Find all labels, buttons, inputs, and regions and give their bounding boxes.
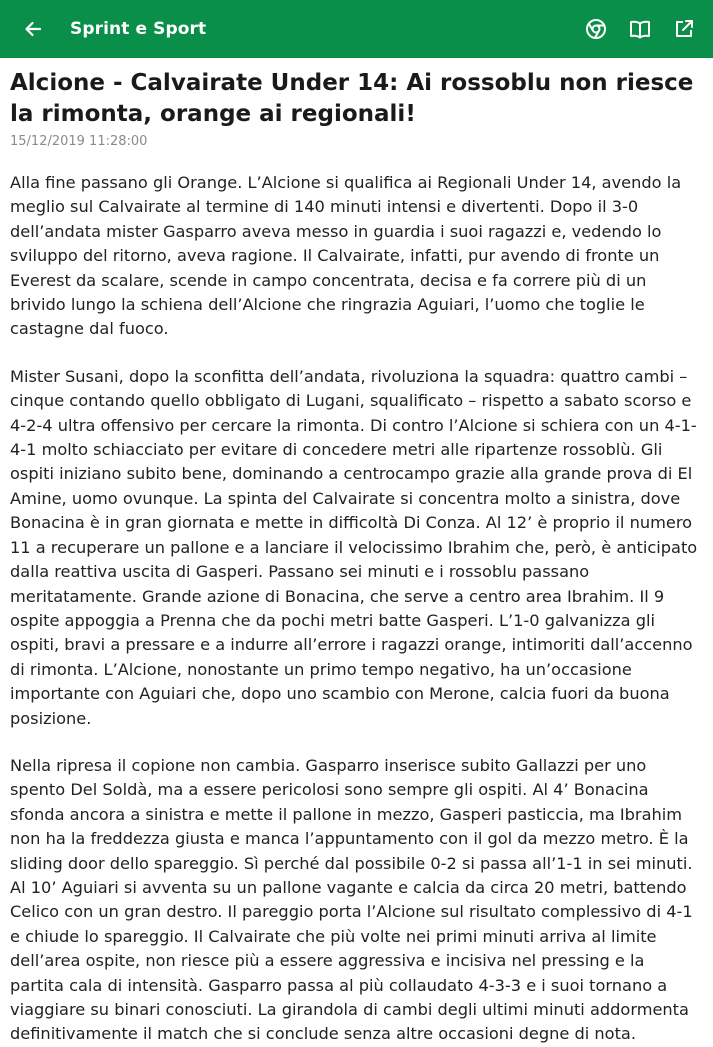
chrome-icon[interactable]	[581, 14, 611, 44]
back-arrow-icon[interactable]	[18, 14, 48, 44]
article-content[interactable]	[0, 58, 713, 1044]
app-bar-actions	[581, 14, 699, 44]
article-paragraph: Nella ripresa il copione non cambia. Gasparro inserisce subito Gallazzi per uno spento Del Soldà, ma a essere pericolosi sono sempre gli ospiti. Al 4’ Bonacina sfonda ancora a sinistra e mette il pallone in mezzo, Gasperi pasticcia, ma Ibrahim non ha la freddezza giusta e manca l’appuntamento con il gol da mezzo metro. È la sliding door dello spareggio. Sì perché dal possibile 0-2 si passa all’1-1 in sei minuti. Al 10’ Aguiari si avventa su un pallone vagante e calcia da circa 20 metri, battendo Celico con un gran destro. Il pareggio porta l’Alcione sul risultato complessivo di 4-1 e chiude lo spareggio. Il Calvairate che più volte nei primi minuti arriva al limite dell’area ospite, non riesce più a essere aggressiva e incisiva nel pressing e la partita cala di intensità. Gasparro passa al più collaudato 4-3-3 e i suoi tornano a viaggiare su binari conosciuti. La girandola di cambi degli ultimi minuti addormenta definitivamente il match che si conclude senza altre occasioni degne di nota.	[10, 755, 693, 1044]
app-bar-title: Sprint e Sport	[70, 19, 207, 39]
article-body	[10, 171, 701, 1047]
article-paragraph: Alla fine passano gli Orange. L’Alcione si qualifica ai Regionali Under 14, avendo la meglio sul Calvairate al termine di 140 minuti intensi e divertenti. Dopo il 3-0 dell’andata mister Gasparro aveva messo in guardia i suoi ragazzi e, vedendo lo sviluppo del ritorno, aveva ragione. Il Calvairate, infatti, pur avendo di fronte un Everest da scalare, scende in campo concentrata, decisa e fa correre più di un brivido lungo la schiena dell’Alcione che ringrazia Aguiari, l’uomo che toglie le castagne dal fuoco.	[10, 173, 682, 339]
app-bar	[0, 0, 713, 58]
article-headline: Alcione - Calvairate Under 14: Ai rossoblu non riesce la rimonta, orange ai regionali!	[10, 70, 694, 127]
article-paragraph: Mister Susani, dopo la sconfitta dell’andata, rivoluziona la squadra: quattro cambi – cinque contando quello obbligato di Lugani, squalificato – rispetto a sabato scorso e 4-2-4 ultra offensivo per cercare la rimonta. Di contro l’Alcione si schiera con un 4-1-4-1 molto schiacciato per evitare di concedere metri alle ripartenze rossoblù. Gli ospiti iniziano subito bene, dominando a centrocampo grazie alla grande prova di El Amine, uomo ovunque. La spinta del Calvairate si concentra molto a sinistra, dove Bonacina è in gran giornata e mette in difficoltà Di Conza. Al 12’ è proprio il numero 11 a recuperare un pallone e a lanciare il velocissimo Ibrahim che, però, è anticipato dalla reattiva uscita di Gasperi. Passano sei minuti e i rossoblu passano meritatamente. Grande azione di Bonacina, che serve a centro area Ibrahim. Il 9 ospite appoggia a Prenna che da pochi metri batte Gasperi. L’1-0 galvanizza gli ospiti, bravi a pressare e a indurre all’errore i ragazzi orange, intimoriti dall’accenno di rimonta. L’Alcione, nonostante un primo tempo negativo, ha un’occasione importante con Aguiari che, dopo uno scambio con Merone, calcia fuori da buona posizione.	[10, 366, 698, 728]
external-link-icon[interactable]	[669, 14, 699, 44]
article-date: 15/12/2019 11:28:00	[10, 134, 148, 149]
open-book-icon[interactable]	[625, 14, 655, 44]
